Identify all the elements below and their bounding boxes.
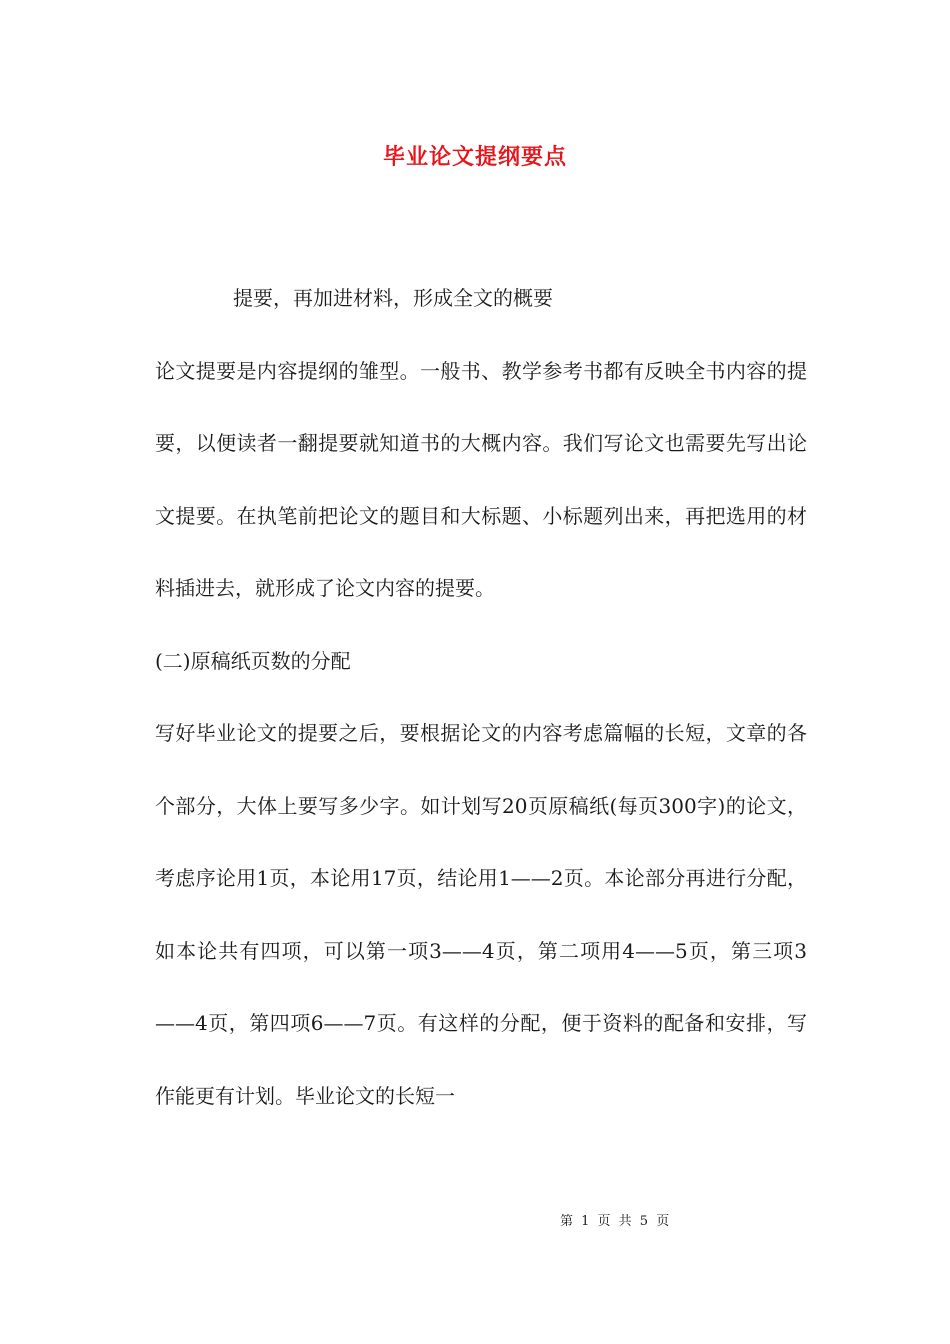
document-body bbox=[145, 262, 807, 1132]
paragraph-section-heading: (二)原稿纸页数的分配 bbox=[155, 648, 351, 673]
paragraph-page-allocation: 写好毕业论文的提要之后，要根据论文的内容考虑篇幅的长短，文章的各个部分，大体上要写多少字。如计划写20页原稿纸(每页300字)的论文，考虑序论用1页，本论用17页，结论用1——2页。本论部分再进行分配，如本论共有四项，可以第一项3——4页，第二项用4——5页，第三项3——4页，第四项6——7页。有这样的分配，便于资料的配备和安排，写作能更有计划。毕业论文的长短一 bbox=[155, 721, 807, 1108]
paragraph-summary-heading: 提要，再加进材料，形成全文的概要 bbox=[233, 286, 553, 310]
document-title: 毕业论文提纲要点 bbox=[382, 144, 567, 170]
page-number-footer: 第 1 页 共 5 页 bbox=[560, 1214, 672, 1229]
paragraph-outline-intro: 论文提要是内容提纲的雏型。一般书、教学参考书都有反映全书内容的提要，以便读者一翻提要就知道书的大概内容。我们写论文也需要先写出论文提要。在执笔前把论文的题目和大标题、小标题列出来，再把选用的材料插进去，就形成了论文内容的提要。 bbox=[155, 358, 807, 600]
